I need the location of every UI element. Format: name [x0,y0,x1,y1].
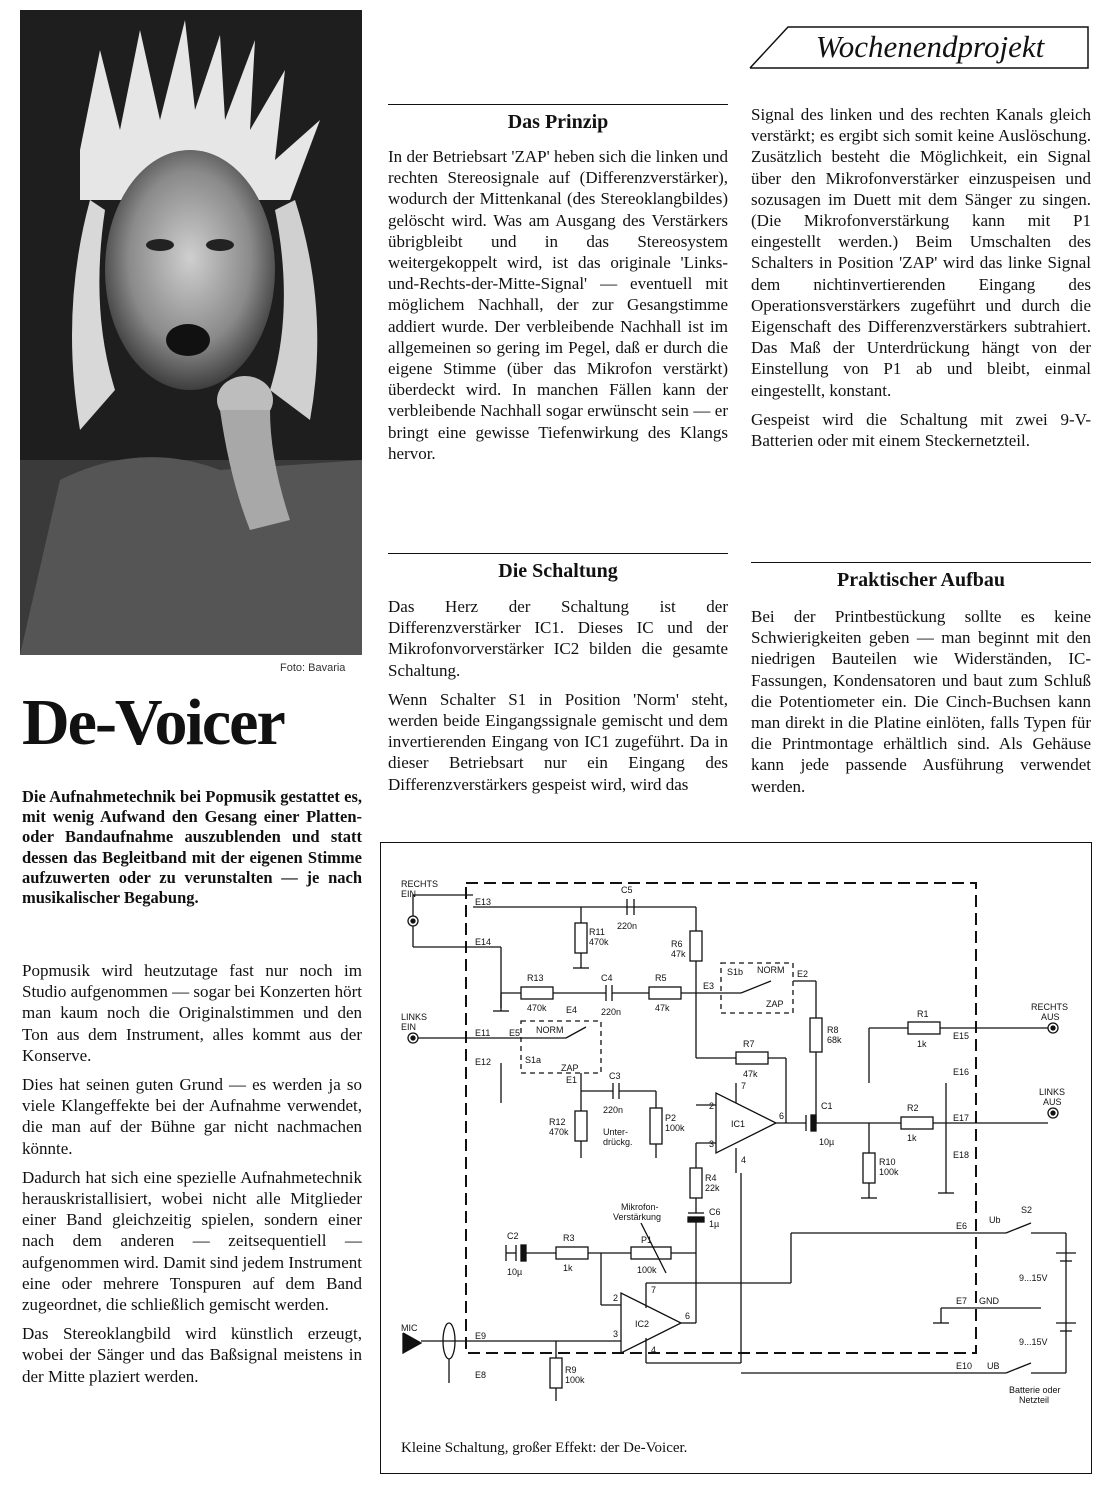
pin-label: 7 [741,1081,747,1091]
label-r11: R11 [589,927,605,937]
label-r4: R4 [705,1173,717,1183]
label-e12: E12 [475,1057,492,1067]
label-r2-value: 1k [907,1133,917,1143]
label-e1: E1 [566,1075,578,1085]
label-r1-value: 1k [917,1039,927,1049]
singer-photo [20,10,362,655]
label-ub: Ub [989,1215,1001,1225]
label-r13-value: 470k [527,1003,547,1013]
label-r12: R12 [549,1117,566,1127]
label-zap: ZAP [561,1063,579,1073]
label-norm: NORM [536,1025,564,1035]
label-e13: E13 [475,897,492,907]
label-e7: E7 [956,1296,968,1306]
pin-label: 3 [709,1139,715,1149]
figure-caption: Kleine Schaltung, großer Effekt: der De-Voicer. [401,1440,688,1456]
label-e9: E9 [475,1331,487,1341]
label-rechts-ein: EIN [401,889,417,899]
pin-label: 4 [741,1155,747,1165]
label-c4: C4 [601,973,613,983]
label-e11: E11 [475,1028,491,1038]
label-c5: C5 [621,885,633,895]
intro-column [22,960,362,1395]
label-ic1: IC1 [731,1119,746,1129]
label-r7: R7 [743,1039,755,1049]
label-rechts-aus: AUS [1041,1012,1060,1022]
text-schaltung [388,596,728,803]
article-title: De-Voicer [22,686,284,759]
label-r9-value: 100k [565,1375,585,1385]
label-p1: P1 [641,1235,653,1245]
text-aufbau [751,606,1091,805]
label-links-aus: LINKS [1039,1087,1066,1097]
paragraph-schaltung: Wenn Schalter S1 in Position 'Norm' steht, werden beide Eingangssignale gemischt und dem invertierenden Eingang von IC1 zugeführt. Da in dieser Betriebsart nur ein Eingang des Differenzverstärkers gespeist wird, wird das [388,689,728,794]
label-e10: E10 [956,1361,973,1371]
label-rechts-ein: RECHTS [401,879,439,889]
label-links-ein: EIN [401,1022,417,1032]
label-c2: C2 [507,1231,519,1241]
label-c4-value: 220n [601,1007,622,1017]
intro-paragraph: Popmusik wird heutzutage fast nur noch im Studio aufgenommen — sogar bei Konzerten hört man kaum noch die Originalstimmen und den Ton aus dem Instrument, alles kommt aus der Konserve. [22,961,362,1065]
label-e5: E5 [509,1028,521,1038]
photo-credit: Foto: Bavaria [280,662,346,674]
label-p1-value: 100k [637,1265,657,1275]
paragraph-prinzip: In der Betriebsart 'ZAP' heben sich die linken und rechten Stereosignale auf (Differenzverstärker), wodurch der Mittenkanal (des Stereoklangbildes) gelöscht wird. Was am Ausgang des Verstärkers übrigbleibt und in das Stereosystem weitergekoppelt wird, ist das originale 'Links-und-Rechts-der-Mitte-Signal' — eventuell mit möglichem Nachhall, der zur Gesangstimme addiert wurde. Der verbleibende Nachhall ist im allgemeinen so gering im Pegel, daß er durch die eigene Stimme (über das Mikrofon verstärkt) überdeckt wird. In manchen Fällen kann der verbleibende Nachhall sogar erwünscht sein — er bringt eine gewisse Tiefenwirkung des Klangs hervor. [388,147,728,463]
label-mikrofon: Mikrofon- [621,1202,659,1212]
intro-paragraph: Dies hat seinen guten Grund — es werden ja so viele Klangeffekte bei der Aufnahme verwendet, die man auf der Bühne gar nicht nachmachen könnte. [22,1075,362,1158]
schematic-labels [391,853,1081,1433]
label-gnd: GND [979,1296,999,1306]
label-e8: E8 [475,1370,487,1380]
text-col3 [751,104,1091,459]
label-r3-value: 1k [563,1263,573,1273]
label-r12-value: 470k [549,1127,569,1137]
intro-paragraph: Das Stereoklangbild wird künstlich erzeugt, wobei der Sänger und das Baßsignal meistens in der Mitte plaziert werden. [22,1324,362,1386]
label-e4: E4 [566,1005,578,1015]
label-norm: NORM [757,965,785,975]
banner-text: Wochenendprojekt [815,29,1045,64]
label-r13: R13 [527,973,544,983]
label-p2-value: 100k [665,1123,685,1133]
label-c2-value: 10µ [507,1267,523,1277]
label-e16: E16 [953,1067,970,1077]
label-unterdrueckung: Unter- [603,1127,629,1137]
label-s1b: S1b [727,967,744,977]
label-r6-value: 47k [671,949,686,959]
pin-label: 3 [613,1329,619,1339]
article-lead: Die Aufnahmetechnik bei Popmusik gestattet es, mit wenig Aufwand den Gesang einer Platten- oder Bandaufnahme auszublenden und statt dessen das Begleitband mit der eigenen Stimme aufzuwerten oder zu verunstalten — je nach musikalischer Begabung. [22,787,362,908]
intro-paragraph: Dadurch hat sich eine spezielle Aufnahmetechnik herauskristallisiert, wobei nicht alle Mitglieder einer Band gleichzeitig spielen, sondern einer nach dem anderen — zeitsequentiell — aufgenommen wird. Damit sind jedem Instrument eine oder mehrere Tonspuren auf dem Band zugeordnet, die schließlich gemischt werden. [22,1167,362,1315]
paragraph-schaltung: Das Herz der Schaltung ist der Differenzverstärker IC1. Dieses IC und der Mikrofonvorverstärker IC2 bilden die gesamte Schaltung. [388,597,728,680]
label-r4-value: 22k [705,1183,720,1193]
label-mikrofon: Verstärkung [613,1212,662,1222]
label-battery-2: 9...15V [1019,1337,1048,1347]
pin-label: 2 [613,1293,619,1303]
pin-label: 6 [779,1111,785,1121]
label-batterie: Batterie oder [1009,1385,1061,1395]
label-e17: E17 [953,1113,970,1123]
label-c1: C1 [821,1101,833,1111]
label-battery-1: 9...15V [1019,1273,1048,1283]
label-c3-value: 220n [603,1105,624,1115]
label-e15: E15 [953,1031,970,1041]
label-c6: C6 [709,1207,721,1217]
label-links-aus: AUS [1043,1097,1062,1107]
pin-label: 4 [651,1345,657,1355]
label-e6: E6 [956,1221,968,1231]
label-r9: R9 [565,1365,577,1375]
label-ub-minus: UB [987,1361,1000,1371]
label-zap: ZAP [766,999,784,1009]
label-r8: R8 [827,1025,839,1035]
label-s2: S2 [1021,1205,1033,1215]
label-c5-value: 220n [617,921,638,931]
label-r10: R10 [879,1157,896,1167]
heading-schaltung: Die Schaltung [388,553,728,583]
label-c6-value: 1µ [709,1219,720,1229]
text-prinzip [388,146,728,472]
label-unterdrueckung: drückg. [603,1137,633,1147]
label-r11-value: 470k [589,937,609,947]
pin-label: 7 [651,1285,657,1295]
heading-aufbau: Praktischer Aufbau [751,562,1091,592]
heading-prinzip: Das Prinzip [388,104,728,134]
label-e3: E3 [703,981,715,991]
label-r6: R6 [671,939,683,949]
paragraph-col3: Gespeist wird die Schaltung mit zwei 9-V-Batterien oder mit einem Steckernetzteil. [751,409,1091,451]
label-r8-value: 68k [827,1035,842,1045]
section-banner [748,25,1090,69]
label-r3: R3 [563,1233,575,1243]
label-r2: R2 [907,1103,919,1113]
label-p2: P2 [665,1113,677,1123]
pin-label: 2 [709,1101,715,1111]
label-rechts-aus: RECHTS [1031,1002,1069,1012]
paragraph-col3: Signal des linken und des rechten Kanals gleich verstärkt; es ergibt sich somit keine Auslöschung. Zusätzlich besteht die Möglichkeit, ein Signal über den Mikrofonverstärker einzuspeisen und sozusagen im Duett mit dem Sänger zu singen. (Die Mikrofonverstärkung kann mit P1 eingestellt werden.) Beim Umschalten des Schalters in Position 'ZAP' wird das linke Signal dem nichtinvertierenden Eingang des Operationsverstärkers zugeführt und durch die Eigenschaft des Differenzverstärkers subtrahiert. Das Maß der Unterdrückung hängt von der Einstellung von P1 ab und bleibt, einmal eingestellt, konstant. [751,105,1091,400]
label-e2: E2 [797,969,809,979]
label-c3: C3 [609,1071,621,1081]
label-s1a: S1a [525,1055,542,1065]
schematic-figure [380,842,1092,1474]
label-r10-value: 100k [879,1167,899,1177]
label-e18: E18 [953,1150,970,1160]
label-r7-value: 47k [743,1069,758,1079]
label-netzteil: Netzteil [1019,1395,1050,1405]
label-c1-value: 10µ [819,1137,835,1147]
label-links-ein: LINKS [401,1012,428,1022]
label-r5-value: 47k [655,1003,670,1013]
label-ic2: IC2 [635,1319,650,1329]
label-mic: MIC [401,1323,418,1333]
paragraph-aufbau: Bei der Printbestückung sollte es keine Schwierigkeiten geben — man beginnt mit den niedrigen Bauteilen wie Widerständen, IC-Fassungen, Kondensatoren und baut zum Schluß die Potentiometer ein. Die Cinch-Buchsen kann man direkt in die Platine einlöten, falls Typen für die Printmontage erhältlich sind. Als Gehäuse kann jede passende Ausführung verwendet werden. [751,607,1091,796]
label-r5: R5 [655,973,667,983]
label-r1: R1 [917,1009,929,1019]
label-e14: E14 [475,937,492,947]
pin-label: 6 [685,1311,691,1321]
